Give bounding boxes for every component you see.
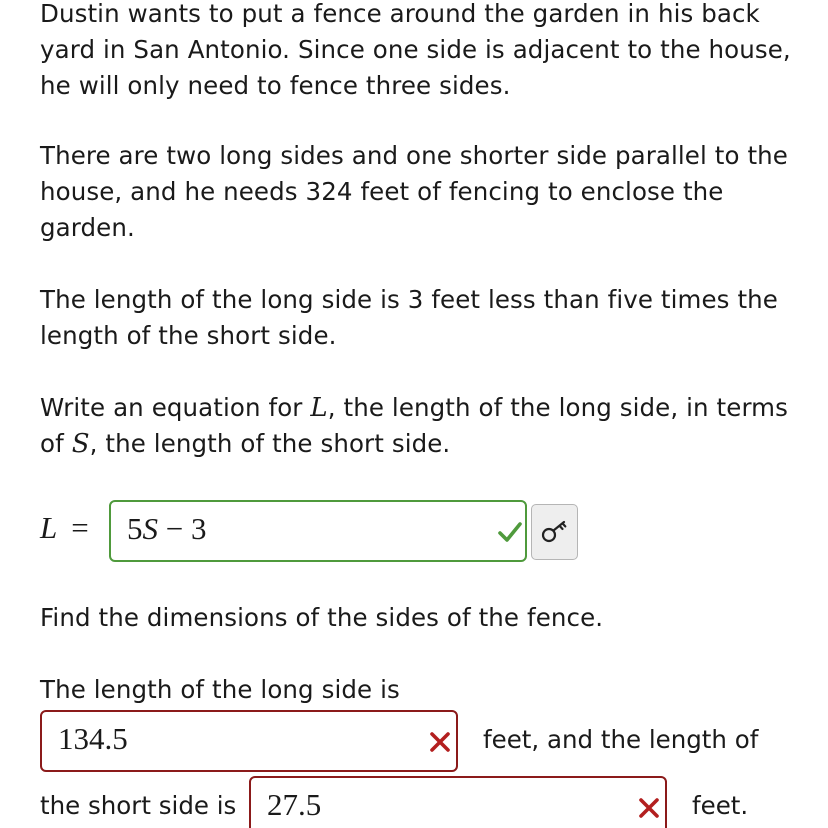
problem-paragraph-3: The length of the long side is 3 feet less than five times the length of the short side.: [40, 285, 778, 350]
para4-prefix: Write an equation for: [40, 393, 311, 422]
equation-lhs-variable: L: [40, 510, 58, 545]
equals-sign: =: [71, 510, 89, 545]
key-icon: [541, 518, 569, 546]
x-icon: [636, 795, 662, 821]
long-side-value: 134.5: [58, 721, 128, 756]
answer-constant: − 3: [158, 511, 207, 546]
para4-suffix: , the length of the short side.: [89, 429, 451, 458]
problem-paragraph-4: [40, 390, 800, 462]
answer-variable: S: [142, 511, 158, 546]
equation-answer-input[interactable]: [109, 500, 527, 562]
variable-L: L: [310, 393, 328, 423]
equation-lhs: [40, 508, 89, 548]
dimensions-prompt: Find the dimensions of the sides of the fence.: [40, 603, 604, 632]
long-side-after: feet, and the length of: [483, 725, 759, 754]
answer-coefficient: 5: [127, 511, 143, 546]
short-side-intro: the short side is: [40, 791, 237, 820]
para4-middle: , the length of the long side, in terms of: [40, 393, 789, 458]
problem-paragraph-1: Dustin wants to put a fence around the garden in his back yard in San Antonio. Since one side is adjacent to the house, he will only need to fence three sides.: [40, 0, 791, 100]
short-side-value: 27.5: [267, 787, 322, 822]
long-side-intro: The length of the long side is: [40, 675, 400, 704]
long-side-input[interactable]: [40, 710, 458, 772]
variable-S: S: [71, 429, 90, 459]
check-icon: [497, 519, 523, 545]
equation-answer-value: [127, 511, 206, 547]
problem-paragraph-2: There are two long sides and one shorter side parallel to the house, and he needs 324 feet of fencing to enclose the garden.: [40, 141, 788, 242]
short-side-input[interactable]: [249, 776, 667, 828]
short-side-after: feet.: [692, 791, 749, 820]
answer-key-button[interactable]: [531, 504, 578, 560]
x-icon: [427, 729, 453, 755]
